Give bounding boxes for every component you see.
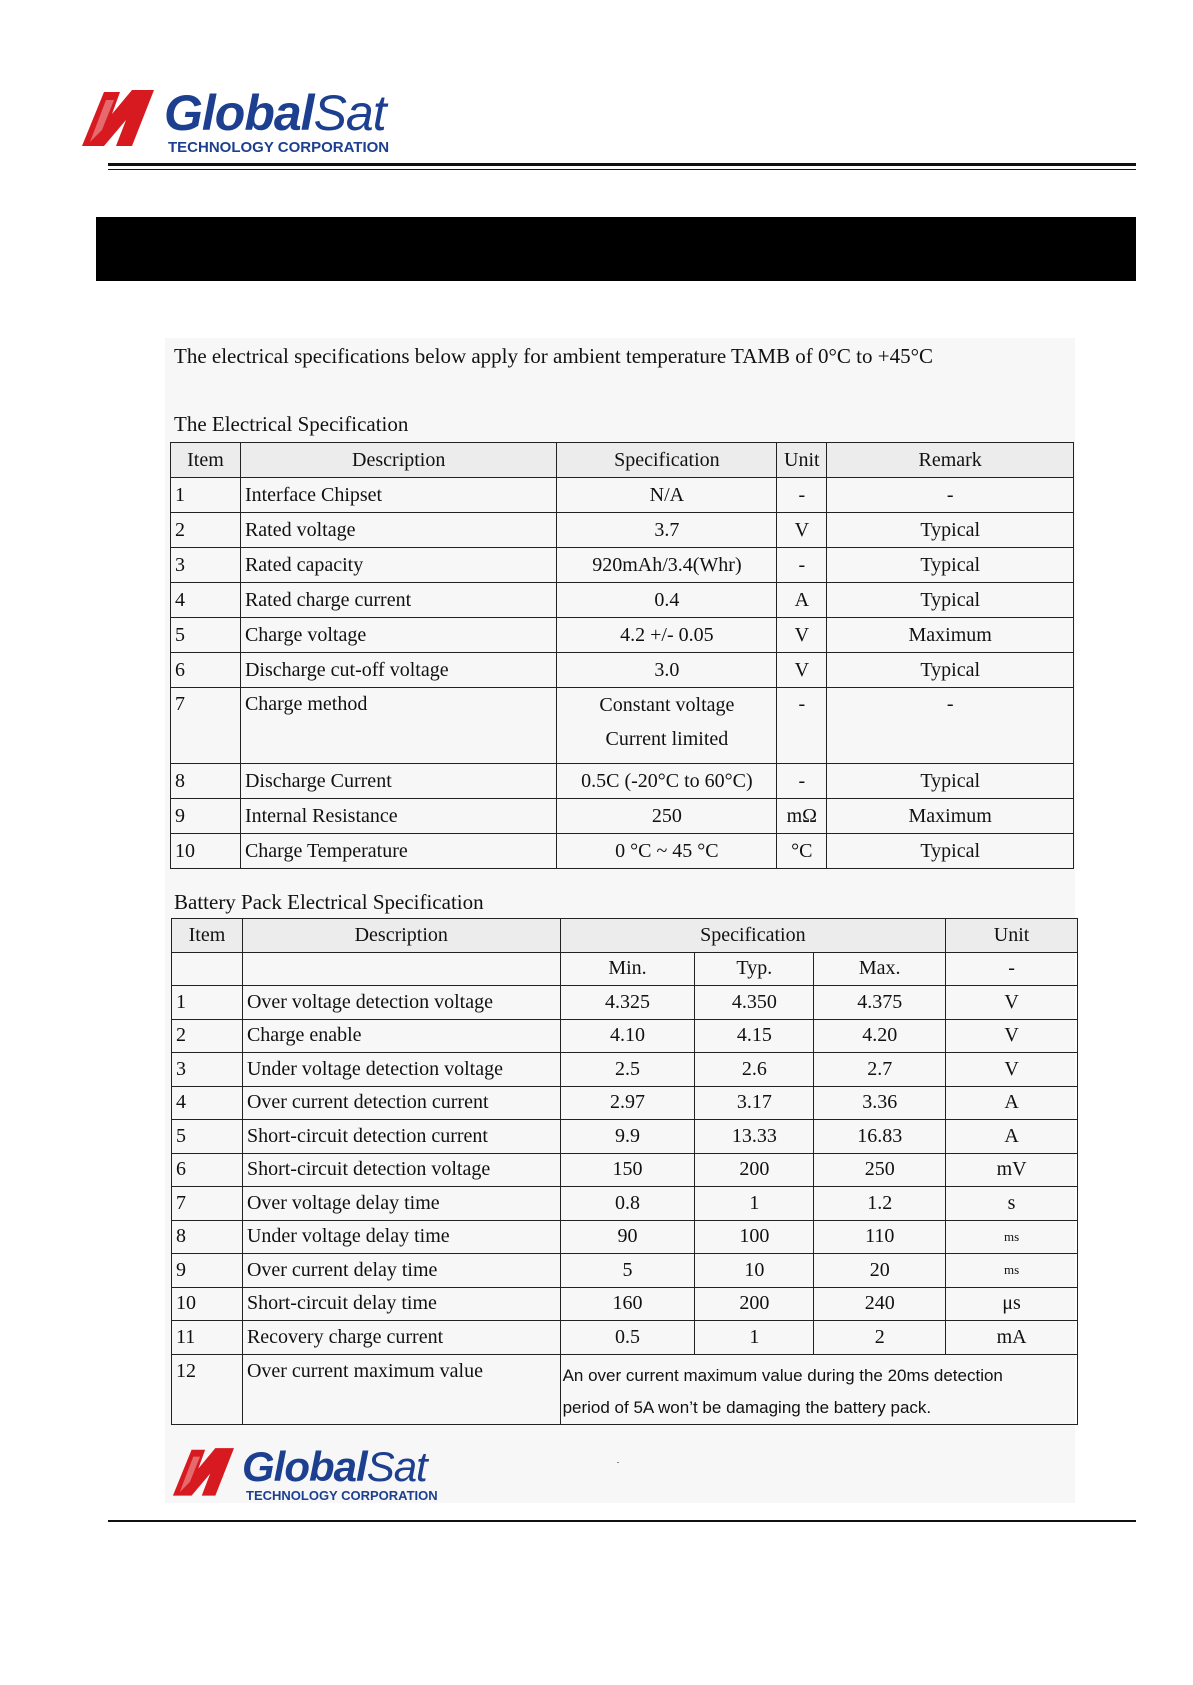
spec-line-2: Current limited	[605, 728, 729, 750]
cell-spec: 0.5C (-20°C to 60°C)	[557, 764, 777, 799]
cell-unit: -	[777, 764, 827, 799]
table-row	[171, 834, 1074, 869]
cell-min: 2.97	[560, 1086, 695, 1120]
footer-logo	[170, 1443, 438, 1502]
section-title-bar	[96, 217, 1136, 281]
cell-typ: 4.15	[695, 1019, 814, 1053]
cell-item: 2	[172, 1019, 243, 1053]
cell-min: 160	[560, 1287, 695, 1321]
cell-spec: 4.2 +/- 0.05	[557, 618, 777, 653]
cell-unit: s	[946, 1187, 1078, 1221]
cell-max: 2	[814, 1321, 946, 1355]
cell-item: 4	[172, 1086, 243, 1120]
table-row	[171, 478, 1074, 513]
table-row	[172, 1287, 1078, 1321]
cell-remark: Typical	[827, 548, 1074, 583]
col-header: Specification	[557, 443, 777, 478]
cell-typ: 100	[695, 1220, 814, 1254]
table-row	[172, 986, 1078, 1020]
cell-unit: V	[777, 513, 827, 548]
cell-unit: ms	[946, 1254, 1078, 1288]
brand-name: GlobalSat	[242, 1443, 427, 1490]
cell-max: 4.20	[814, 1019, 946, 1053]
footer-divider	[108, 1520, 1136, 1522]
cell-item: 8	[172, 1220, 243, 1254]
col-header: Unit	[777, 443, 827, 478]
electrical-spec-table	[170, 442, 1074, 869]
cell-max: 1.2	[814, 1187, 946, 1221]
cell-desc: Interface Chipset	[240, 478, 557, 513]
cell-min: 0.8	[560, 1187, 695, 1221]
cell-max: 2.7	[814, 1053, 946, 1087]
cell-item: 4	[171, 583, 241, 618]
cell-unit: V	[946, 986, 1078, 1020]
cell-min: 0.5	[560, 1321, 695, 1355]
cell-empty	[242, 952, 560, 986]
cell-spec: 0.4	[557, 583, 777, 618]
cell-item: 5	[171, 618, 241, 653]
cell-remark: Typical	[827, 583, 1074, 618]
table1-caption: The Electrical Specification	[174, 412, 409, 436]
brand-name: GlobalSat	[164, 85, 386, 141]
table-row	[172, 1220, 1078, 1254]
cell-spec: 3.7	[557, 513, 777, 548]
cell-unit: V	[777, 618, 827, 653]
cell-item: 6	[172, 1153, 243, 1187]
cell-desc: Charge enable	[242, 1019, 560, 1053]
cell-remark: Maximum	[827, 618, 1074, 653]
cell-unit: A	[946, 1120, 1078, 1154]
cell-spec: N/A	[557, 478, 777, 513]
cell-remark: -	[827, 478, 1074, 513]
cell-note	[560, 1354, 1077, 1424]
table-header-row	[172, 919, 1078, 953]
table-row	[172, 1187, 1078, 1221]
cell-desc: Under voltage detection voltage	[242, 1053, 560, 1087]
cell-desc: Internal Resistance	[240, 799, 557, 834]
cell-spec: 920mAh/3.4(Whr)	[557, 548, 777, 583]
table-row	[171, 513, 1074, 548]
cell-spec: 3.0	[557, 653, 777, 688]
cell-item: 8	[171, 764, 241, 799]
col-header: Description	[242, 919, 560, 953]
cell-item: 2	[171, 513, 241, 548]
cell-typ: 3.17	[695, 1086, 814, 1120]
cell-desc: Over current detection current	[242, 1086, 560, 1120]
cell-min: 5	[560, 1254, 695, 1288]
cell-min: 90	[560, 1220, 695, 1254]
cell-max: 16.83	[814, 1120, 946, 1154]
cell-item: 9	[171, 799, 241, 834]
cell-typ: 13.33	[695, 1120, 814, 1154]
cell-item: 3	[172, 1053, 243, 1087]
cell-max: 4.375	[814, 986, 946, 1020]
cell-max: 20	[814, 1254, 946, 1288]
cell-item: 7	[171, 688, 241, 764]
table-row	[171, 583, 1074, 618]
cell-max: 240	[814, 1287, 946, 1321]
cell-desc: Charge Temperature	[240, 834, 557, 869]
cell-desc: Charge method	[240, 688, 557, 764]
col-header: Specification	[560, 919, 946, 953]
cell-min: 4.10	[560, 1019, 695, 1053]
cell-typ: 200	[695, 1287, 814, 1321]
cell-item: 11	[172, 1321, 243, 1355]
table-row	[172, 1354, 1078, 1424]
cell-item: 1	[172, 986, 243, 1020]
cell-spec: 250	[557, 799, 777, 834]
table-row	[172, 1254, 1078, 1288]
cell-desc: Discharge cut-off voltage	[240, 653, 557, 688]
cell-item: 3	[171, 548, 241, 583]
cell-desc: Rated charge current	[240, 583, 557, 618]
table-row	[172, 1153, 1078, 1187]
cell-item: 1	[171, 478, 241, 513]
cell-item: 7	[172, 1187, 243, 1221]
cell-spec: 0 °C ~ 45 °C	[557, 834, 777, 869]
cell-remark: Typical	[827, 653, 1074, 688]
cell-min: 2.5	[560, 1053, 695, 1087]
table-row	[172, 1053, 1078, 1087]
cell-unit: V	[946, 1053, 1078, 1087]
cell-unit: ms	[946, 1220, 1078, 1254]
subheader-max: Max.	[814, 952, 946, 986]
cell-remark: Typical	[827, 764, 1074, 799]
table-row	[172, 1120, 1078, 1154]
cell-remark: -	[827, 688, 1074, 764]
cell-unit: °C	[777, 834, 827, 869]
note-line-1: An over current maximum value during the 20ms detection	[562, 1365, 1003, 1385]
cell-unit: mV	[946, 1153, 1078, 1187]
cell-desc: Recovery charge current	[242, 1321, 560, 1355]
cell-item: 5	[172, 1120, 243, 1154]
note-line-2: period of 5A won’t be damaging the battery pack.	[562, 1397, 932, 1417]
cell-min: 150	[560, 1153, 695, 1187]
col-header: Item	[172, 919, 243, 953]
cell-desc: Short-circuit detection voltage	[242, 1153, 560, 1187]
col-header: Unit	[946, 919, 1078, 953]
scan-speck	[617, 1462, 619, 1463]
brand-tagline: TECHNOLOGY CORPORATION	[246, 1488, 438, 1503]
table-row	[171, 618, 1074, 653]
table-row	[171, 764, 1074, 799]
cell-unit: A	[946, 1086, 1078, 1120]
cell-desc: Over current delay time	[242, 1254, 560, 1288]
col-header: Description	[240, 443, 557, 478]
cell-unit: A	[777, 583, 827, 618]
cell-item: 10	[171, 834, 241, 869]
subheader-typ: Typ.	[695, 952, 814, 986]
cell-max: 250	[814, 1153, 946, 1187]
intro-text: The electrical specifications below apply for ambient temperature TAMB of 0°C to +45°C	[174, 344, 934, 368]
table-row	[171, 799, 1074, 834]
cell-desc: Short-circuit detection current	[242, 1120, 560, 1154]
cell-item: 12	[172, 1354, 243, 1424]
battery-pack-spec-table	[171, 918, 1078, 1425]
cell-min: 9.9	[560, 1120, 695, 1154]
cell-remark: Maximum	[827, 799, 1074, 834]
table-row	[172, 1019, 1078, 1053]
cell-unit: -	[777, 548, 827, 583]
cell-unit: -	[777, 478, 827, 513]
cell-desc: Short-circuit delay time	[242, 1287, 560, 1321]
cell-unit: mA	[946, 1321, 1078, 1355]
cell-desc: Over voltage delay time	[242, 1187, 560, 1221]
header-logo	[80, 84, 389, 155]
col-header: Remark	[827, 443, 1074, 478]
subheader-min: Min.	[560, 952, 695, 986]
cell-remark: Typical	[827, 513, 1074, 548]
cell-spec	[557, 688, 777, 764]
cell-desc: Under voltage delay time	[242, 1220, 560, 1254]
spec-line-1: Constant voltage	[599, 694, 735, 716]
cell-typ: 2.6	[695, 1053, 814, 1087]
cell-desc: Rated capacity	[240, 548, 557, 583]
table-row	[171, 653, 1074, 688]
table2-caption: Battery Pack Electrical Specification	[174, 890, 484, 914]
table-row	[172, 1086, 1078, 1120]
cell-item: 6	[171, 653, 241, 688]
cell-desc: Rated voltage	[240, 513, 557, 548]
table-row	[171, 548, 1074, 583]
cell-item: 9	[172, 1254, 243, 1288]
table-header-row	[171, 443, 1074, 478]
cell-unit: V	[777, 653, 827, 688]
cell-desc: Over current maximum value	[242, 1354, 560, 1424]
col-header: Item	[171, 443, 241, 478]
header-divider	[108, 163, 1136, 170]
table-row	[171, 688, 1074, 764]
cell-typ: 1	[695, 1321, 814, 1355]
cell-typ: 4.350	[695, 986, 814, 1020]
globalsat-logo-icon	[80, 84, 162, 150]
cell-empty	[172, 952, 243, 986]
cell-max: 110	[814, 1220, 946, 1254]
cell-remark: Typical	[827, 834, 1074, 869]
cell-max: 3.36	[814, 1086, 946, 1120]
cell-unit: V	[946, 1019, 1078, 1053]
subheader-unit: -	[946, 952, 1078, 986]
cell-unit: -	[777, 688, 827, 764]
cell-typ: 200	[695, 1153, 814, 1187]
table-row	[172, 1321, 1078, 1355]
cell-item: 10	[172, 1287, 243, 1321]
cell-unit: mΩ	[777, 799, 827, 834]
brand-tagline: TECHNOLOGY CORPORATION	[168, 139, 390, 156]
cell-typ: 10	[695, 1254, 814, 1288]
table-subheader-row	[172, 952, 1078, 986]
globalsat-logo-icon	[170, 1443, 242, 1499]
cell-desc: Charge voltage	[240, 618, 557, 653]
cell-min: 4.325	[560, 986, 695, 1020]
cell-desc: Discharge Current	[240, 764, 557, 799]
cell-desc: Over voltage detection voltage	[242, 986, 560, 1020]
cell-unit: μs	[946, 1287, 1078, 1321]
cell-typ: 1	[695, 1187, 814, 1221]
